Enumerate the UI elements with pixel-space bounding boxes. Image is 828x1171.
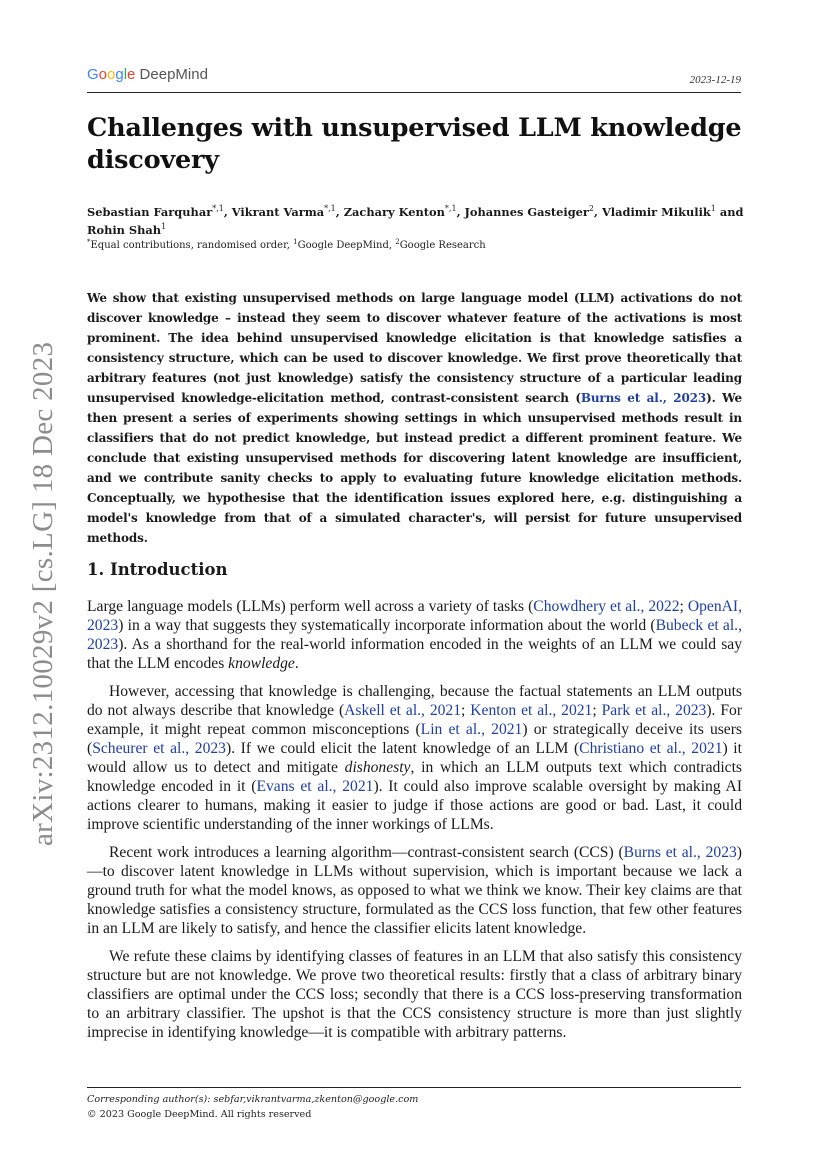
paragraph xyxy=(87,947,742,1042)
citation-link[interactable]: Burns et al., 2023 xyxy=(623,844,737,861)
header-date: 2023-12-19 xyxy=(689,74,741,86)
text-run: ). If we could elicit the latent knowledge of an LLM ( xyxy=(225,740,580,757)
citation-link[interactable]: Bubeck et al., 2023 xyxy=(87,617,742,653)
text-run: , in which an LLM outputs text which contradicts knowledge encoded in it ( xyxy=(87,759,742,795)
text-run: . xyxy=(294,655,299,672)
citation-link[interactable]: Burns et al., 2023 xyxy=(580,391,707,405)
author-name: Johannes Gasteiger xyxy=(464,205,589,219)
author-sup: 2 xyxy=(588,204,595,213)
paragraph xyxy=(87,843,742,938)
citation-link[interactable]: Scheurer et al., 2023 xyxy=(92,740,226,757)
author-name: Sebastian Farquhar xyxy=(87,205,213,219)
text-run: Large language models (LLMs) perform well across a variety of tasks ( xyxy=(87,598,534,615)
text-run: )—to discover latent knowledge in LLMs without supervision, which is important because we lack a ground truth for what the model knows, as opposed to what we think we know. Their key claims are that knowledge satisfies a consistency structure, formulated as the CCS loss function, that few other features in an LLM are likely to satisfy, and hence the classifier elicits latent knowledge. xyxy=(87,844,742,937)
author-sup: *,1 xyxy=(444,204,457,213)
citation-link[interactable]: Christiano et al., 2021 xyxy=(579,740,723,757)
citation-link[interactable]: OpenAI, 2023 xyxy=(87,598,742,634)
author-name: Zachary Kenton xyxy=(343,205,445,219)
paragraph xyxy=(87,682,742,834)
corresponding-author: Corresponding author(s): sebfar,vikrantvarma,zkenton@google.com xyxy=(87,1094,419,1105)
emphasis-text: knowledge xyxy=(228,655,295,672)
paragraph xyxy=(87,597,742,673)
text-run: ). It could also improve scalable oversight by making AI actions clearer to humans, making it easier to judge if those actions are good or bad. Last, it could improve scientific understanding of the inner workings of LLMs. xyxy=(87,778,743,833)
author-list: Sebastian Farquhar$^{*,1}$, Vikrant Varma$^{*,1}$, Zachary Kenton$^{*,1}$, Johannes Gasteiger$^2$, Vladimir Mikulik$^1$ and Rohin Shah$^1$ xyxy=(87,204,744,237)
paper-title: Challenges with unsupervised LLM knowledge discovery xyxy=(87,113,742,175)
citation-link[interactable]: Park et al., 2023 xyxy=(601,702,707,719)
google-deepmind-logo: Google DeepMind xyxy=(87,66,208,83)
arxiv-identifier: arXiv:2312.10029v2 [cs.LG] 18 Dec 2023 xyxy=(27,341,59,846)
author-sup: *,1 xyxy=(324,204,336,213)
text-run: ). For example, it might repeat common misconceptions ( xyxy=(87,702,743,738)
page-header xyxy=(87,66,741,93)
author-name: Vikrant Varma xyxy=(231,205,325,219)
citation-link[interactable]: Kenton et al., 2021 xyxy=(470,702,593,719)
author-sup: 1 xyxy=(710,204,716,213)
text-run: ; xyxy=(679,598,688,615)
author-name: Rohin Shah xyxy=(87,223,162,237)
abstract: We show that existing unsupervised methods on large language model (LLM) activations do not discover knowledge – instead they seem to discover whatever feature of the activations is most prominent. The idea behind unsupervised knowledge elicitation is that knowledge satisfies a consistency structure, which can be used to discover knowledge. We first prove theoretically that arbitrary features (not just knowledge) satisfy the consistency structure of a particular leading unsupervised knowledge-elicitation method, contrast-consistent search (Burns et al., 2023). We then present a series of experiments showing settings in which unsupervised methods result in classifiers that do not predict knowledge, but instead predict a different prominent feature. We conclude that existing unsupervised methods for discovering latent knowledge are insufficient, and we contribute sanity checks to apply to evaluating future knowledge elicitation methods. Conceptually, we hypothesise that the identification issues explored here, e.g. distinguishing a model's knowledge from that of a simulated character's, will persist for future unsupervised methods. xyxy=(87,291,742,545)
text-run: Recent work introduces a learning algorithm—contrast-consistent search (CCS) ( xyxy=(109,844,624,861)
text-run: ) or strategically deceive its users ( xyxy=(87,721,742,757)
author-name: Vladimir Mikulik xyxy=(601,205,711,219)
emphasis-text: dishonesty xyxy=(344,759,411,776)
introduction-body xyxy=(87,597,742,1051)
citation-link[interactable]: Askell et al., 2021 xyxy=(344,702,462,719)
author-sup: 1 xyxy=(161,222,167,231)
citation-link[interactable]: Lin et al., 2021 xyxy=(420,721,523,738)
author-sup: *,1 xyxy=(212,204,224,213)
author-conjunction: and xyxy=(719,205,744,219)
text-run: ; xyxy=(592,702,602,719)
text-run: However, accessing that knowledge is challenging, because the factual statements an LLM outputs do not always describe that knowledge ( xyxy=(87,683,742,719)
text-run: We refute these claims by identifying classes of features in an LLM that also satisfy this consistency structure but are not knowledge. We prove two theoretical results: firstly that a class of arbitrary binary classifiers are optimal under the CCS loss; secondly that there is a CCS loss-preserving transformation to an arbitrary classifier. The upshot is that the CCS consistency structure is more than just slightly imprecise in identifying knowledge—it is compatible with arbitrary patterns. xyxy=(87,948,742,1041)
section-heading: 1. Introduction xyxy=(87,560,228,579)
text-run: ) in a way that suggests they systematically incorporate information about the world ( xyxy=(118,617,656,634)
citation-link[interactable]: Chowdhery et al., 2022 xyxy=(533,598,680,615)
page-footer xyxy=(87,1087,741,1122)
affiliations: *Equal contributions, randomised order, $^1$Google DeepMind, $^2$Google Research xyxy=(87,238,486,251)
copyright: © 2023 Google DeepMind. All rights reserved xyxy=(87,1109,312,1120)
text-run: ; xyxy=(461,702,471,719)
text-run: ). As a shorthand for the real-world information encoded in the weights of an LLM we could say that the LLM encodes xyxy=(87,636,742,672)
text-run: ) it would allow us to detect and mitigate xyxy=(87,740,742,776)
citation-link[interactable]: Evans et al., 2021 xyxy=(256,778,374,795)
